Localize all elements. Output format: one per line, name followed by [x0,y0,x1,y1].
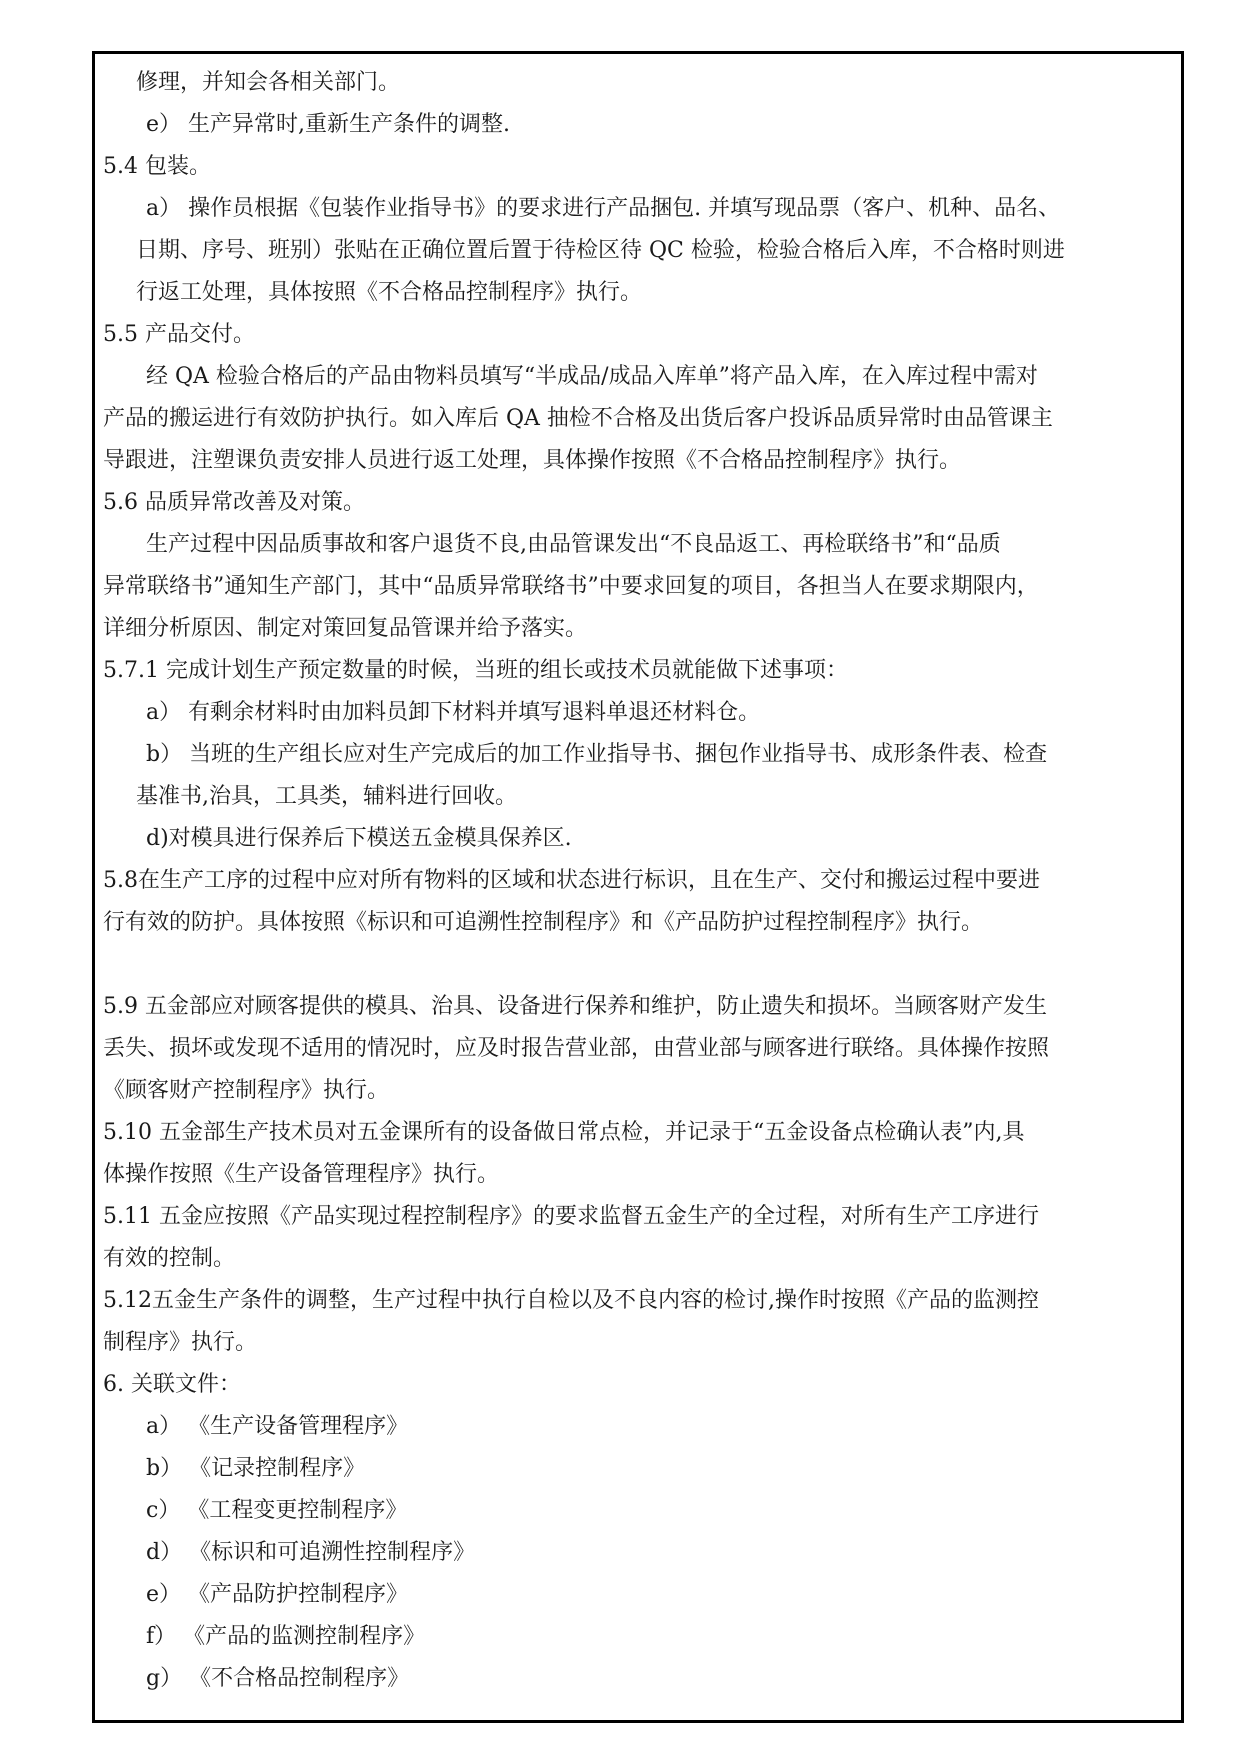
section-heading: 5.10 五金部生产技术员对五金课所有的设备做日常点检，并记录于“五金设备点检确认表”内,具 [103,1120,1025,1145]
section-heading: 5.4 包装。 [103,154,211,179]
document-body [103,62,1183,1700]
text-line: 基准书,治具，工具类，辅料进行回收。 [136,784,517,809]
text-line: 经 QA 检验合格后的产品由物料员填写“半成品/成品入库单”将产品入库，在入库过程中需对 [146,364,1038,389]
reference-item: c） 《工程变更控制程序》 [146,1498,408,1523]
text-line: 制程序》执行。 [103,1330,258,1355]
reference-item: e） 《产品防护控制程序》 [146,1582,409,1607]
text-line: 丢失、损坏或发现不适用的情况时，应及时报告营业部，由营业部与顾客进行联络。具体操作按照 [103,1036,1050,1061]
text-line: e） 生产异常时,重新生产条件的调整. [146,112,511,137]
text-line: b） 当班的生产组长应对生产完成后的加工作业指导书、捆包作业指导书、成形条件表、检查 [146,742,1048,767]
section-heading: 5.9 五金部应对顾客提供的模具、治具、设备进行保养和维护，防止遗失和损坏。当顾客财产发生 [103,994,1047,1019]
text-line: 异常联络书”通知生产部门，其中“品质异常联络书”中要求回复的项目，各担当人在要求期限内， [103,574,1039,599]
text-line: 日期、序号、班别）张贴在正确位置后置于待检区待 QC 检验，检验合格后入库，不合格时则进 [136,238,1065,263]
text-line: 产品的搬运进行有效防护执行。如入库后 QA 抽检不合格及出货后客户投诉品质异常时由品管课主 [103,406,1053,431]
reference-item: f） 《产品的监测控制程序》 [146,1624,426,1649]
text-line: 《顾客财产控制程序》执行。 [103,1078,390,1103]
reference-item: g） 《不合格品控制程序》 [146,1666,410,1691]
text-line: 生产过程中因品质事故和客户退货不良,由品管课发出“不良品返工、再检联络书”和“品质 [146,532,1001,557]
text-line: 体操作按照《生产设备管理程序》执行。 [103,1162,500,1187]
text-line: a） 有剩余材料时由加料员卸下材料并填写退料单退还材料仓。 [146,700,761,725]
reference-item: d） 《标识和可追溯性控制程序》 [146,1540,476,1565]
section-heading: 5.11 五金应按照《产品实现过程控制程序》的要求监督五金生产的全过程，对所有生产工序进行 [103,1204,1039,1229]
text-line: 行返工处理，具体按照《不合格品控制程序》执行。 [136,280,643,305]
text-line: d)对模具进行保养后下模送五金模具保养区. [146,826,572,851]
text-line: 修理，并知会各相关部门。 [136,70,401,95]
blank-line [103,944,1183,986]
text-line: 详细分析原因、制定对策回复品管课并给予落实。 [103,616,588,641]
reference-item: a） 《生产设备管理程序》 [146,1414,409,1439]
section-heading: 5.7.1 完成计划生产预定数量的时候，当班的组长或技术员就能做下述事项： [103,658,848,683]
text-line: a） 操作员根据《包装作业指导书》的要求进行产品捆包. 并填写现品票（客户、机种、品名、 [146,196,1061,221]
reference-item: b） 《记录控制程序》 [146,1456,366,1481]
text-line: 有效的控制。 [103,1246,236,1271]
section-heading: 5.8在生产工序的过程中应对所有物料的区域和状态进行标识，且在生产、交付和搬运过程中要进 [103,868,1040,893]
section-heading: 5.12五金生产条件的调整，生产过程中执行自检以及不良内容的检讨,操作时按照《产品的监测控 [103,1288,1039,1313]
text-line: 导跟进，注塑课负责安排人员进行返工处理，具体操作按照《不合格品控制程序》执行。 [103,448,962,473]
text-line: 行有效的防护。具体按照《标识和可追溯性控制程序》和《产品防护过程控制程序》执行。 [103,910,984,935]
section-heading: 6. 关联文件： [103,1372,241,1397]
section-heading: 5.5 产品交付。 [103,322,255,347]
section-heading: 5.6 品质异常改善及对策。 [103,490,365,515]
